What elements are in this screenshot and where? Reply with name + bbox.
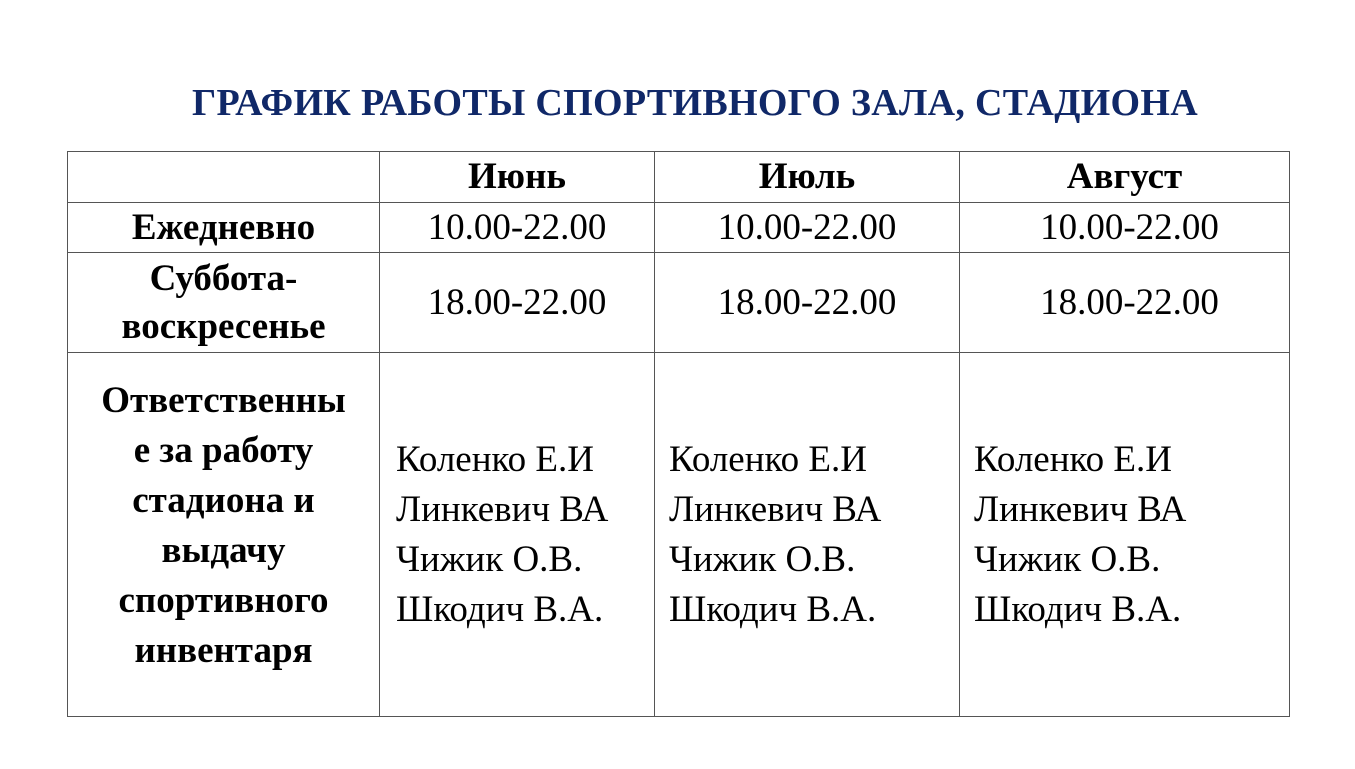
daily-hours-august: 10.00-22.00 — [960, 203, 1290, 253]
staff-name: Линкевич ВА — [669, 488, 882, 530]
row-label-line: воскресенье — [121, 305, 326, 347]
daily-hours-july: 10.00-22.00 — [655, 203, 960, 253]
row-label-line: инвентаря — [134, 629, 313, 671]
corner-cell — [68, 152, 380, 203]
schedule-table — [67, 151, 1290, 717]
staff-list-august — [960, 353, 1290, 717]
row-label-weekend — [68, 253, 380, 353]
staff-name: Коленко Е.И — [974, 438, 1172, 480]
month-header-june: Июнь — [380, 152, 655, 203]
table-row-weekend — [68, 253, 1290, 353]
staff-name: Шкодич В.А. — [396, 588, 604, 630]
month-header-august: Август — [960, 152, 1290, 203]
row-label-line: выдачу — [161, 529, 286, 571]
weekend-hours-june: 18.00-22.00 — [380, 253, 655, 353]
page-title: ГРАФИК РАБОТЫ СПОРТИВНОГО ЗАЛА, СТАДИОНА — [192, 82, 1198, 124]
daily-hours-june: 10.00-22.00 — [380, 203, 655, 253]
row-label-line: Суббота- — [149, 257, 298, 299]
row-label-line: стадиона и — [132, 479, 315, 521]
staff-name: Чижик О.В. — [974, 538, 1161, 580]
row-label-daily: Ежедневно — [68, 203, 380, 253]
staff-name: Коленко Е.И — [669, 438, 867, 480]
staff-list-july — [655, 353, 960, 717]
row-label-line: спортивного — [118, 579, 329, 621]
staff-name: Линкевич ВА — [396, 488, 609, 530]
staff-list-june — [380, 353, 655, 717]
month-header-july: Июль — [655, 152, 960, 203]
staff-name: Шкодич В.А. — [669, 588, 877, 630]
table-row-daily — [68, 203, 1290, 253]
row-label-line: Ответственны — [101, 379, 346, 421]
row-label-responsible — [68, 353, 380, 717]
staff-name: Коленко Е.И — [396, 438, 594, 480]
staff-name: Линкевич ВА — [974, 488, 1187, 530]
staff-name: Чижик О.В. — [669, 538, 856, 580]
weekend-hours-july: 18.00-22.00 — [655, 253, 960, 353]
row-label-line: е за работу — [133, 429, 314, 471]
staff-name: Чижик О.В. — [396, 538, 583, 580]
weekend-hours-august: 18.00-22.00 — [960, 253, 1290, 353]
table-header-row — [68, 152, 1290, 203]
table-row-responsible — [68, 353, 1290, 717]
staff-name: Шкодич В.А. — [974, 588, 1182, 630]
